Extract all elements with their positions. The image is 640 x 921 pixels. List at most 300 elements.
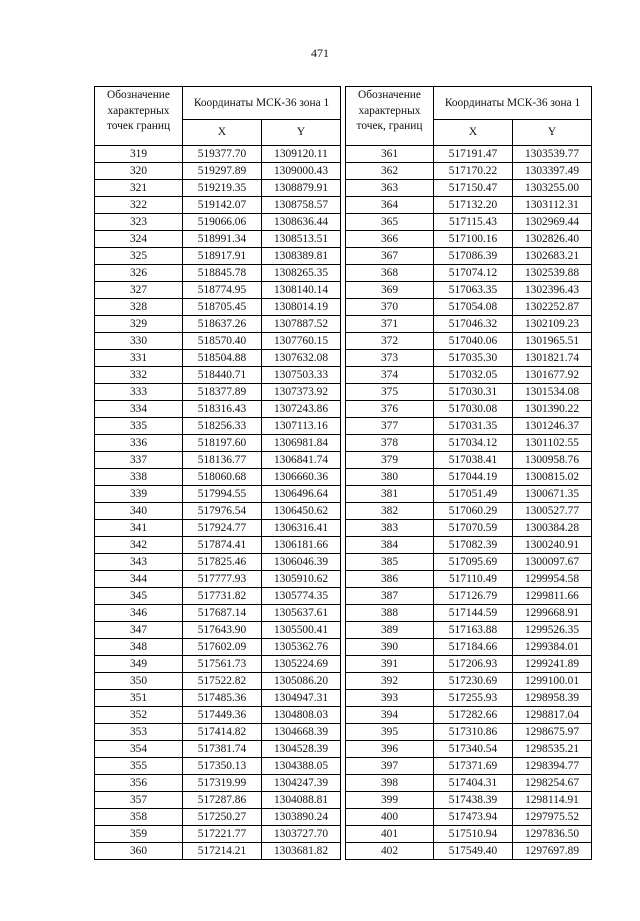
header-coordinates: Координаты МСК-36 зона 1 — [434, 87, 592, 120]
y-coordinate-cell: 1301246.37 — [513, 418, 592, 435]
x-coordinate-cell: 518991.34 — [183, 231, 262, 248]
x-coordinate-cell: 517115.43 — [434, 214, 513, 231]
table-row — [346, 469, 592, 486]
table-row — [95, 554, 341, 571]
table-row — [95, 843, 341, 860]
y-coordinate-cell: 1304668.39 — [262, 724, 341, 741]
point-number-cell: 353 — [95, 724, 183, 741]
y-coordinate-cell: 1309120.11 — [262, 146, 341, 163]
table-row — [95, 248, 341, 265]
y-coordinate-cell: 1307373.92 — [262, 384, 341, 401]
y-coordinate-cell: 1307760.15 — [262, 333, 341, 350]
y-coordinate-cell: 1307503.33 — [262, 367, 341, 384]
point-number-cell: 371 — [346, 316, 434, 333]
table-row — [346, 486, 592, 503]
point-number-cell: 396 — [346, 741, 434, 758]
table-row — [95, 418, 341, 435]
point-number-cell: 376 — [346, 401, 434, 418]
point-number-cell: 400 — [346, 809, 434, 826]
x-coordinate-cell: 519142.07 — [183, 197, 262, 214]
y-coordinate-cell: 1306496.64 — [262, 486, 341, 503]
point-number-cell: 338 — [95, 469, 183, 486]
y-coordinate-cell: 1304247.39 — [262, 775, 341, 792]
x-coordinate-cell: 517170.22 — [434, 163, 513, 180]
y-coordinate-cell: 1301102.55 — [513, 435, 592, 452]
y-coordinate-cell: 1304388.05 — [262, 758, 341, 775]
table-row — [95, 146, 341, 163]
x-coordinate-cell: 517031.35 — [434, 418, 513, 435]
point-number-cell: 319 — [95, 146, 183, 163]
table-row — [346, 554, 592, 571]
x-coordinate-cell: 517060.29 — [434, 503, 513, 520]
point-number-cell: 343 — [95, 554, 183, 571]
y-coordinate-cell: 1302683.21 — [513, 248, 592, 265]
y-coordinate-cell: 1298958.39 — [513, 690, 592, 707]
table-row — [346, 163, 592, 180]
table-row — [95, 775, 341, 792]
table-row — [346, 537, 592, 554]
table-row — [95, 367, 341, 384]
y-coordinate-cell: 1298254.67 — [513, 775, 592, 792]
table-row — [95, 401, 341, 418]
y-coordinate-cell: 1297697.89 — [513, 843, 592, 860]
y-coordinate-cell: 1301821.74 — [513, 350, 592, 367]
table-row — [346, 401, 592, 418]
y-coordinate-cell: 1299241.89 — [513, 656, 592, 673]
y-coordinate-cell: 1306316.41 — [262, 520, 341, 537]
x-coordinate-cell: 517150.47 — [434, 180, 513, 197]
x-coordinate-cell: 517282.66 — [434, 707, 513, 724]
point-number-cell: 375 — [346, 384, 434, 401]
table-row — [346, 826, 592, 843]
table-row — [346, 588, 592, 605]
table-row — [346, 605, 592, 622]
point-number-cell: 320 — [95, 163, 183, 180]
header-y: Y — [513, 120, 592, 146]
y-coordinate-cell: 1300097.67 — [513, 554, 592, 571]
x-coordinate-cell: 517549.40 — [434, 843, 513, 860]
point-number-cell: 402 — [346, 843, 434, 860]
y-coordinate-cell: 1300958.76 — [513, 452, 592, 469]
x-coordinate-cell: 519297.89 — [183, 163, 262, 180]
y-coordinate-cell: 1300240.91 — [513, 537, 592, 554]
table-row — [346, 520, 592, 537]
table-row — [346, 843, 592, 860]
point-number-cell: 395 — [346, 724, 434, 741]
x-coordinate-cell: 518197.60 — [183, 435, 262, 452]
point-number-cell: 389 — [346, 622, 434, 639]
x-coordinate-cell: 518705.45 — [183, 299, 262, 316]
header-coordinates: Координаты МСК-36 зона 1 — [183, 87, 341, 120]
table-row — [95, 214, 341, 231]
y-coordinate-cell: 1306981.84 — [262, 435, 341, 452]
y-coordinate-cell: 1303255.00 — [513, 180, 592, 197]
coordinates-tables — [94, 86, 592, 860]
y-coordinate-cell: 1303890.24 — [262, 809, 341, 826]
y-coordinate-cell: 1300671.35 — [513, 486, 592, 503]
x-coordinate-cell: 518917.91 — [183, 248, 262, 265]
point-number-cell: 340 — [95, 503, 183, 520]
x-coordinate-cell: 517319.99 — [183, 775, 262, 792]
y-coordinate-cell: 1298535.21 — [513, 741, 592, 758]
x-coordinate-cell: 517110.49 — [434, 571, 513, 588]
table-row — [346, 265, 592, 282]
table-row — [95, 826, 341, 843]
x-coordinate-cell: 517063.35 — [434, 282, 513, 299]
point-number-cell: 401 — [346, 826, 434, 843]
point-number-cell: 347 — [95, 622, 183, 639]
x-coordinate-cell: 518060.68 — [183, 469, 262, 486]
x-coordinate-cell: 517485.36 — [183, 690, 262, 707]
x-coordinate-cell: 517250.27 — [183, 809, 262, 826]
point-number-cell: 329 — [95, 316, 183, 333]
point-number-cell: 327 — [95, 282, 183, 299]
point-number-cell: 325 — [95, 248, 183, 265]
y-coordinate-cell: 1303727.70 — [262, 826, 341, 843]
x-coordinate-cell: 517310.86 — [434, 724, 513, 741]
point-number-cell: 323 — [95, 214, 183, 231]
table-row — [95, 690, 341, 707]
y-coordinate-cell: 1305224.69 — [262, 656, 341, 673]
y-coordinate-cell: 1305500.41 — [262, 622, 341, 639]
table-row — [346, 384, 592, 401]
y-coordinate-cell: 1303397.49 — [513, 163, 592, 180]
point-number-cell: 352 — [95, 707, 183, 724]
table-row — [95, 469, 341, 486]
x-coordinate-cell: 517206.93 — [434, 656, 513, 673]
x-coordinate-cell: 517221.77 — [183, 826, 262, 843]
x-coordinate-cell: 518637.26 — [183, 316, 262, 333]
table-row — [95, 282, 341, 299]
point-number-cell: 369 — [346, 282, 434, 299]
point-number-cell: 354 — [95, 741, 183, 758]
y-coordinate-cell: 1299384.01 — [513, 639, 592, 656]
table-row — [95, 537, 341, 554]
y-coordinate-cell: 1301534.08 — [513, 384, 592, 401]
table-row — [95, 180, 341, 197]
x-coordinate-cell: 517381.74 — [183, 741, 262, 758]
table-row — [346, 775, 592, 792]
table-row — [95, 809, 341, 826]
x-coordinate-cell: 517132.20 — [434, 197, 513, 214]
point-number-cell: 342 — [95, 537, 183, 554]
x-coordinate-cell: 518440.71 — [183, 367, 262, 384]
point-number-cell: 350 — [95, 673, 183, 690]
y-coordinate-cell: 1304088.81 — [262, 792, 341, 809]
point-number-cell: 366 — [346, 231, 434, 248]
y-coordinate-cell: 1308140.14 — [262, 282, 341, 299]
point-number-cell: 334 — [95, 401, 183, 418]
x-coordinate-cell: 517404.31 — [434, 775, 513, 792]
x-coordinate-cell: 518316.43 — [183, 401, 262, 418]
x-coordinate-cell: 517034.12 — [434, 435, 513, 452]
point-number-cell: 346 — [95, 605, 183, 622]
table-row — [346, 792, 592, 809]
x-coordinate-cell: 517976.54 — [183, 503, 262, 520]
x-coordinate-cell: 518774.95 — [183, 282, 262, 299]
point-number-cell: 333 — [95, 384, 183, 401]
y-coordinate-cell: 1300384.28 — [513, 520, 592, 537]
x-coordinate-cell: 517777.93 — [183, 571, 262, 588]
point-number-cell: 386 — [346, 571, 434, 588]
x-coordinate-cell: 517414.82 — [183, 724, 262, 741]
table-row — [346, 299, 592, 316]
table-row — [346, 452, 592, 469]
point-number-cell: 324 — [95, 231, 183, 248]
x-coordinate-cell: 518504.88 — [183, 350, 262, 367]
y-coordinate-cell: 1305910.62 — [262, 571, 341, 588]
point-number-cell: 374 — [346, 367, 434, 384]
y-coordinate-cell: 1304947.31 — [262, 690, 341, 707]
y-coordinate-cell: 1297836.50 — [513, 826, 592, 843]
y-coordinate-cell: 1302252.87 — [513, 299, 592, 316]
point-number-cell: 357 — [95, 792, 183, 809]
y-coordinate-cell: 1307113.16 — [262, 418, 341, 435]
table-row — [95, 452, 341, 469]
point-number-cell: 378 — [346, 435, 434, 452]
table-row — [346, 724, 592, 741]
table-row — [95, 350, 341, 367]
y-coordinate-cell: 1301390.22 — [513, 401, 592, 418]
y-coordinate-cell: 1298114.91 — [513, 792, 592, 809]
x-coordinate-cell: 517510.94 — [434, 826, 513, 843]
table-row — [346, 180, 592, 197]
point-number-cell: 358 — [95, 809, 183, 826]
x-coordinate-cell: 517144.59 — [434, 605, 513, 622]
y-coordinate-cell: 1304528.39 — [262, 741, 341, 758]
table-row — [95, 197, 341, 214]
x-coordinate-cell: 518570.40 — [183, 333, 262, 350]
y-coordinate-cell: 1306450.62 — [262, 503, 341, 520]
point-number-cell: 359 — [95, 826, 183, 843]
x-coordinate-cell: 517184.66 — [434, 639, 513, 656]
point-number-cell: 326 — [95, 265, 183, 282]
x-coordinate-cell: 517561.73 — [183, 656, 262, 673]
point-number-cell: 388 — [346, 605, 434, 622]
table-row — [346, 231, 592, 248]
page-number: 471 — [311, 46, 329, 60]
point-number-cell: 360 — [95, 843, 183, 860]
x-coordinate-cell: 517874.41 — [183, 537, 262, 554]
x-coordinate-cell: 517191.47 — [434, 146, 513, 163]
table-row — [95, 503, 341, 520]
point-number-cell: 361 — [346, 146, 434, 163]
table-row — [95, 299, 341, 316]
point-number-cell: 344 — [95, 571, 183, 588]
point-number-cell: 398 — [346, 775, 434, 792]
x-coordinate-cell: 517035.30 — [434, 350, 513, 367]
point-number-cell: 322 — [95, 197, 183, 214]
y-coordinate-cell: 1306841.74 — [262, 452, 341, 469]
y-coordinate-cell: 1302826.40 — [513, 231, 592, 248]
x-coordinate-cell: 517687.14 — [183, 605, 262, 622]
y-coordinate-cell: 1301965.51 — [513, 333, 592, 350]
x-coordinate-cell: 517522.82 — [183, 673, 262, 690]
table-row — [95, 741, 341, 758]
point-number-cell: 351 — [95, 690, 183, 707]
coordinates-table-left — [94, 86, 341, 860]
y-coordinate-cell: 1308879.91 — [262, 180, 341, 197]
table-row — [346, 707, 592, 724]
x-coordinate-cell: 517040.06 — [434, 333, 513, 350]
x-coordinate-cell: 517924.77 — [183, 520, 262, 537]
y-coordinate-cell: 1301677.92 — [513, 367, 592, 384]
point-number-cell: 384 — [346, 537, 434, 554]
y-coordinate-cell: 1298394.77 — [513, 758, 592, 775]
table-row — [346, 435, 592, 452]
table-row — [95, 622, 341, 639]
x-coordinate-cell: 517340.54 — [434, 741, 513, 758]
y-coordinate-cell: 1299954.58 — [513, 571, 592, 588]
header-point-designation: Обозначение характерных точек границ — [95, 87, 183, 146]
point-number-cell: 383 — [346, 520, 434, 537]
y-coordinate-cell: 1302539.88 — [513, 265, 592, 282]
y-coordinate-cell: 1304808.03 — [262, 707, 341, 724]
table-row — [346, 367, 592, 384]
table-row — [95, 231, 341, 248]
point-number-cell: 348 — [95, 639, 183, 656]
table-row — [95, 333, 341, 350]
y-coordinate-cell: 1300527.77 — [513, 503, 592, 520]
table-row — [346, 503, 592, 520]
table-row — [346, 656, 592, 673]
table-row — [346, 316, 592, 333]
table-row — [95, 520, 341, 537]
table-row — [346, 282, 592, 299]
x-coordinate-cell: 517643.90 — [183, 622, 262, 639]
x-coordinate-cell: 517371.69 — [434, 758, 513, 775]
y-coordinate-cell: 1303681.82 — [262, 843, 341, 860]
table-row — [95, 605, 341, 622]
x-coordinate-cell: 517030.08 — [434, 401, 513, 418]
x-coordinate-cell: 517032.05 — [434, 367, 513, 384]
table-row — [346, 758, 592, 775]
y-coordinate-cell: 1299100.01 — [513, 673, 592, 690]
y-coordinate-cell: 1305774.35 — [262, 588, 341, 605]
x-coordinate-cell: 517473.94 — [434, 809, 513, 826]
y-coordinate-cell: 1308513.51 — [262, 231, 341, 248]
y-coordinate-cell: 1306046.39 — [262, 554, 341, 571]
table-row — [346, 214, 592, 231]
point-number-cell: 392 — [346, 673, 434, 690]
y-coordinate-cell: 1298675.97 — [513, 724, 592, 741]
point-number-cell: 393 — [346, 690, 434, 707]
point-number-cell: 372 — [346, 333, 434, 350]
point-number-cell: 367 — [346, 248, 434, 265]
header-x: X — [183, 120, 262, 146]
x-coordinate-cell: 517449.36 — [183, 707, 262, 724]
y-coordinate-cell: 1305362.76 — [262, 639, 341, 656]
y-coordinate-cell: 1299526.35 — [513, 622, 592, 639]
table-row — [346, 146, 592, 163]
y-coordinate-cell: 1307632.08 — [262, 350, 341, 367]
point-number-cell: 363 — [346, 180, 434, 197]
x-coordinate-cell: 517438.39 — [434, 792, 513, 809]
point-number-cell: 321 — [95, 180, 183, 197]
y-coordinate-cell: 1308636.44 — [262, 214, 341, 231]
y-coordinate-cell: 1299811.66 — [513, 588, 592, 605]
y-coordinate-cell: 1306660.36 — [262, 469, 341, 486]
x-coordinate-cell: 517030.31 — [434, 384, 513, 401]
x-coordinate-cell: 517825.46 — [183, 554, 262, 571]
table-row — [346, 809, 592, 826]
point-number-cell: 364 — [346, 197, 434, 214]
point-number-cell: 380 — [346, 469, 434, 486]
point-number-cell: 385 — [346, 554, 434, 571]
y-coordinate-cell: 1299668.91 — [513, 605, 592, 622]
x-coordinate-cell: 517051.49 — [434, 486, 513, 503]
y-coordinate-cell: 1302396.43 — [513, 282, 592, 299]
point-number-cell: 356 — [95, 775, 183, 792]
x-coordinate-cell: 517255.93 — [434, 690, 513, 707]
table-row — [346, 741, 592, 758]
x-coordinate-cell: 517095.69 — [434, 554, 513, 571]
table-row — [95, 792, 341, 809]
point-number-cell: 332 — [95, 367, 183, 384]
point-number-cell: 335 — [95, 418, 183, 435]
table-row — [95, 316, 341, 333]
table-body-right — [346, 146, 592, 860]
header-x: X — [434, 120, 513, 146]
x-coordinate-cell: 517731.82 — [183, 588, 262, 605]
point-number-cell: 381 — [346, 486, 434, 503]
x-coordinate-cell: 517100.16 — [434, 231, 513, 248]
x-coordinate-cell: 517038.41 — [434, 452, 513, 469]
x-coordinate-cell: 517046.32 — [434, 316, 513, 333]
x-coordinate-cell: 519377.70 — [183, 146, 262, 163]
point-number-cell: 341 — [95, 520, 183, 537]
x-coordinate-cell: 517044.19 — [434, 469, 513, 486]
y-coordinate-cell: 1307887.52 — [262, 316, 341, 333]
x-coordinate-cell: 518845.78 — [183, 265, 262, 282]
y-coordinate-cell: 1308265.35 — [262, 265, 341, 282]
x-coordinate-cell: 517086.39 — [434, 248, 513, 265]
x-coordinate-cell: 517054.08 — [434, 299, 513, 316]
coordinates-table-right — [345, 86, 592, 860]
x-coordinate-cell: 517214.21 — [183, 843, 262, 860]
point-number-cell: 394 — [346, 707, 434, 724]
x-coordinate-cell: 517163.88 — [434, 622, 513, 639]
point-number-cell: 387 — [346, 588, 434, 605]
table-row — [95, 707, 341, 724]
header-y: Y — [262, 120, 341, 146]
point-number-cell: 328 — [95, 299, 183, 316]
x-coordinate-cell: 517994.55 — [183, 486, 262, 503]
table-row — [95, 724, 341, 741]
point-number-cell: 368 — [346, 265, 434, 282]
x-coordinate-cell: 517602.09 — [183, 639, 262, 656]
x-coordinate-cell: 519219.35 — [183, 180, 262, 197]
point-number-cell: 382 — [346, 503, 434, 520]
point-number-cell: 397 — [346, 758, 434, 775]
x-coordinate-cell: 517287.86 — [183, 792, 262, 809]
point-number-cell: 365 — [346, 214, 434, 231]
y-coordinate-cell: 1306181.66 — [262, 537, 341, 554]
table-row — [346, 571, 592, 588]
x-coordinate-cell: 517350.13 — [183, 758, 262, 775]
table-row — [346, 418, 592, 435]
table-row — [95, 435, 341, 452]
y-coordinate-cell: 1302109.23 — [513, 316, 592, 333]
y-coordinate-cell: 1303539.77 — [513, 146, 592, 163]
point-number-cell: 336 — [95, 435, 183, 452]
point-number-cell: 373 — [346, 350, 434, 367]
x-coordinate-cell: 519066.06 — [183, 214, 262, 231]
table-row — [346, 333, 592, 350]
y-coordinate-cell: 1308014.19 — [262, 299, 341, 316]
table-body-left — [95, 146, 341, 860]
point-number-cell: 370 — [346, 299, 434, 316]
